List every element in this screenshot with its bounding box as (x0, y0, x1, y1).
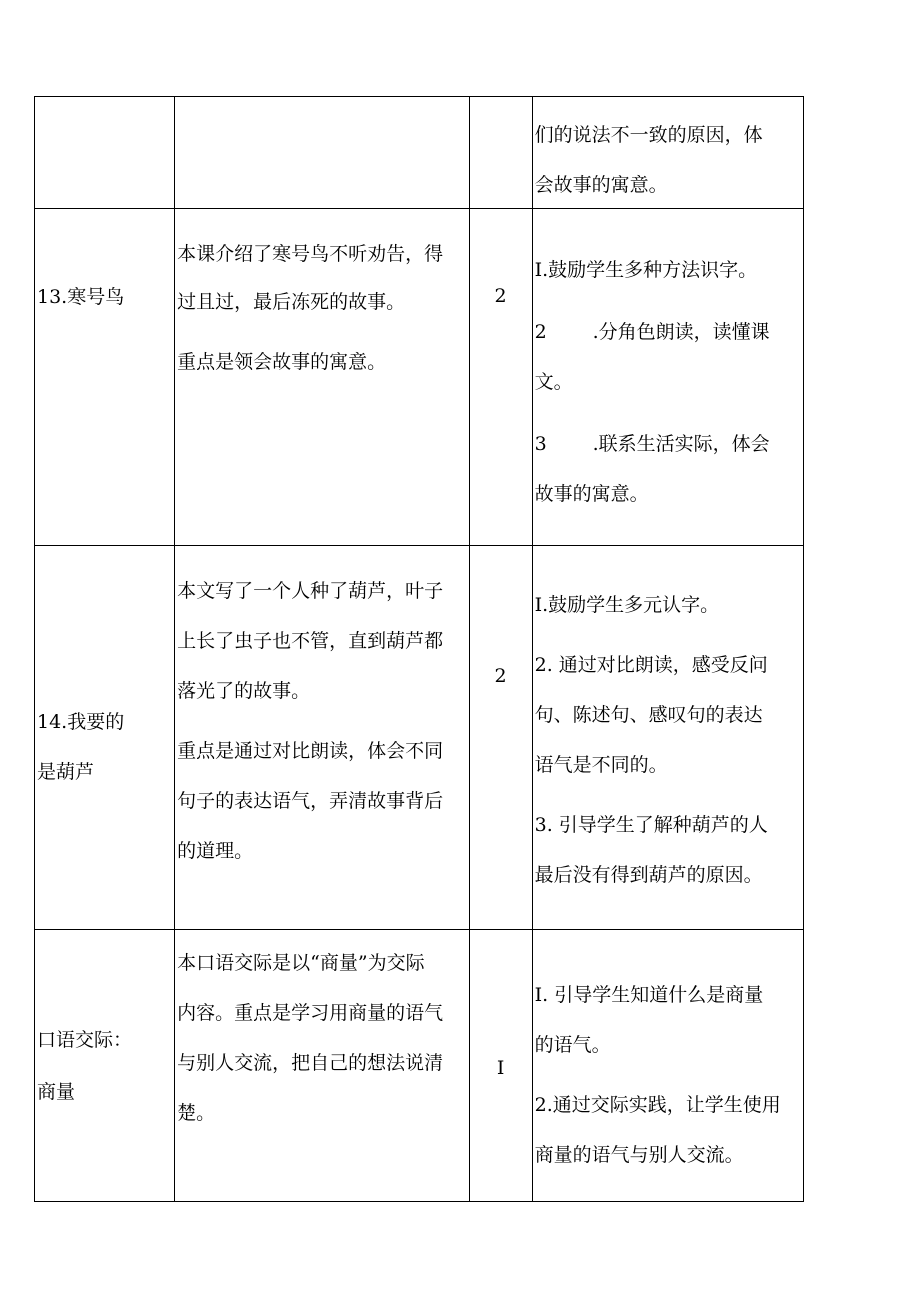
description-line: 过且过，最后冻死的故事。 (177, 291, 406, 313)
description-line: 楚。 (177, 1102, 216, 1124)
goal-line: 最后没有得到葫芦的原因。 (534, 864, 763, 886)
table-row (35, 930, 804, 1202)
lesson-goals-cell (532, 546, 803, 930)
lesson-description-cell (175, 546, 469, 930)
lesson-description-cell (175, 97, 469, 209)
lesson-title: 是葫芦 (37, 761, 95, 783)
goal-line: 语气是不同的。 (534, 754, 668, 776)
lesson-title-cell (35, 209, 175, 546)
description-line: 上长了虫子也不管，直到葫芦都 (177, 630, 444, 652)
lesson-goals-cell (532, 209, 803, 546)
description-line: 本课介绍了寒号鸟不听劝告，得 (177, 243, 444, 265)
description-line: 重点是通过对比朗读，体会不同 (177, 740, 444, 762)
goal-line: 故事的寓意。 (534, 483, 649, 505)
description-line: 内容。重点是学习用商量的语气 (177, 1002, 444, 1024)
lesson-goals-cell (532, 97, 803, 209)
goal-number: 3 (534, 433, 547, 455)
lesson-title-cell (35, 97, 175, 209)
description-line: 句子的表达语气，弄清故事背后 (177, 790, 444, 812)
lesson-hours: 2 (494, 665, 507, 687)
lesson-hours-cell (469, 546, 532, 930)
description-line: 本文写了一个人种了葫芦，叶子 (177, 580, 444, 602)
goal-line: 们的说法不一致的原因，体 (534, 124, 763, 146)
goal-text: .分角色朗读，读懂课 (592, 321, 770, 343)
lesson-hours-cell (469, 930, 532, 1202)
lesson-title: 口语交际： (37, 1029, 133, 1051)
goal-line: 句、陈述句、感叹句的表达 (534, 704, 763, 726)
lesson-goals-cell (532, 930, 803, 1202)
table-row (35, 546, 804, 930)
table-row (35, 97, 804, 209)
goal-line: 2. 通过对比朗读，感受反问 (534, 654, 768, 676)
goal-line: 2.通过交际实践，让学生使用 (534, 1094, 781, 1116)
goal-line: I.鼓励学生多元认字。 (534, 594, 720, 616)
goal-line (535, 419, 799, 469)
lesson-description-cell (175, 930, 469, 1202)
goal-line: 会故事的寓意。 (534, 174, 668, 196)
description-line: 重点是领会故事的寓意。 (177, 351, 387, 373)
lesson-plan-table (34, 96, 804, 1202)
goal-line (535, 307, 799, 357)
lesson-title-cell (35, 546, 175, 930)
lesson-description-cell (175, 209, 469, 546)
goal-text: .联系生活实际，体会 (592, 433, 770, 455)
lesson-hours-cell (469, 97, 532, 209)
goal-line: 3. 引导学生了解种葫芦的人 (534, 814, 768, 836)
goal-line: 文。 (534, 371, 573, 393)
goal-line: I.鼓励学生多种方法识字。 (534, 259, 758, 281)
lesson-title: 商量 (37, 1081, 76, 1103)
goal-number: 2 (534, 321, 547, 343)
lesson-hours: I (496, 1057, 505, 1079)
lesson-hours: 2 (494, 285, 507, 307)
lesson-hours-cell (469, 209, 532, 546)
goal-line: 商量的语气与别人交流。 (534, 1144, 744, 1166)
goal-line: 的语气。 (534, 1034, 611, 1056)
goal-line: I. 引导学生知道什么是商量 (534, 984, 764, 1006)
lesson-title-cell (35, 930, 175, 1202)
table-row (35, 209, 804, 546)
lesson-title: 14.我要的 (37, 711, 125, 733)
description-line: 落光了的故事。 (177, 680, 311, 702)
description-line: 与别人交流，把自己的想法说清 (177, 1052, 444, 1074)
description-line: 的道理。 (177, 840, 254, 862)
description-line: 本口语交际是以“商量”为交际 (177, 952, 425, 974)
lesson-title: 13.寒号鸟 (37, 286, 125, 308)
